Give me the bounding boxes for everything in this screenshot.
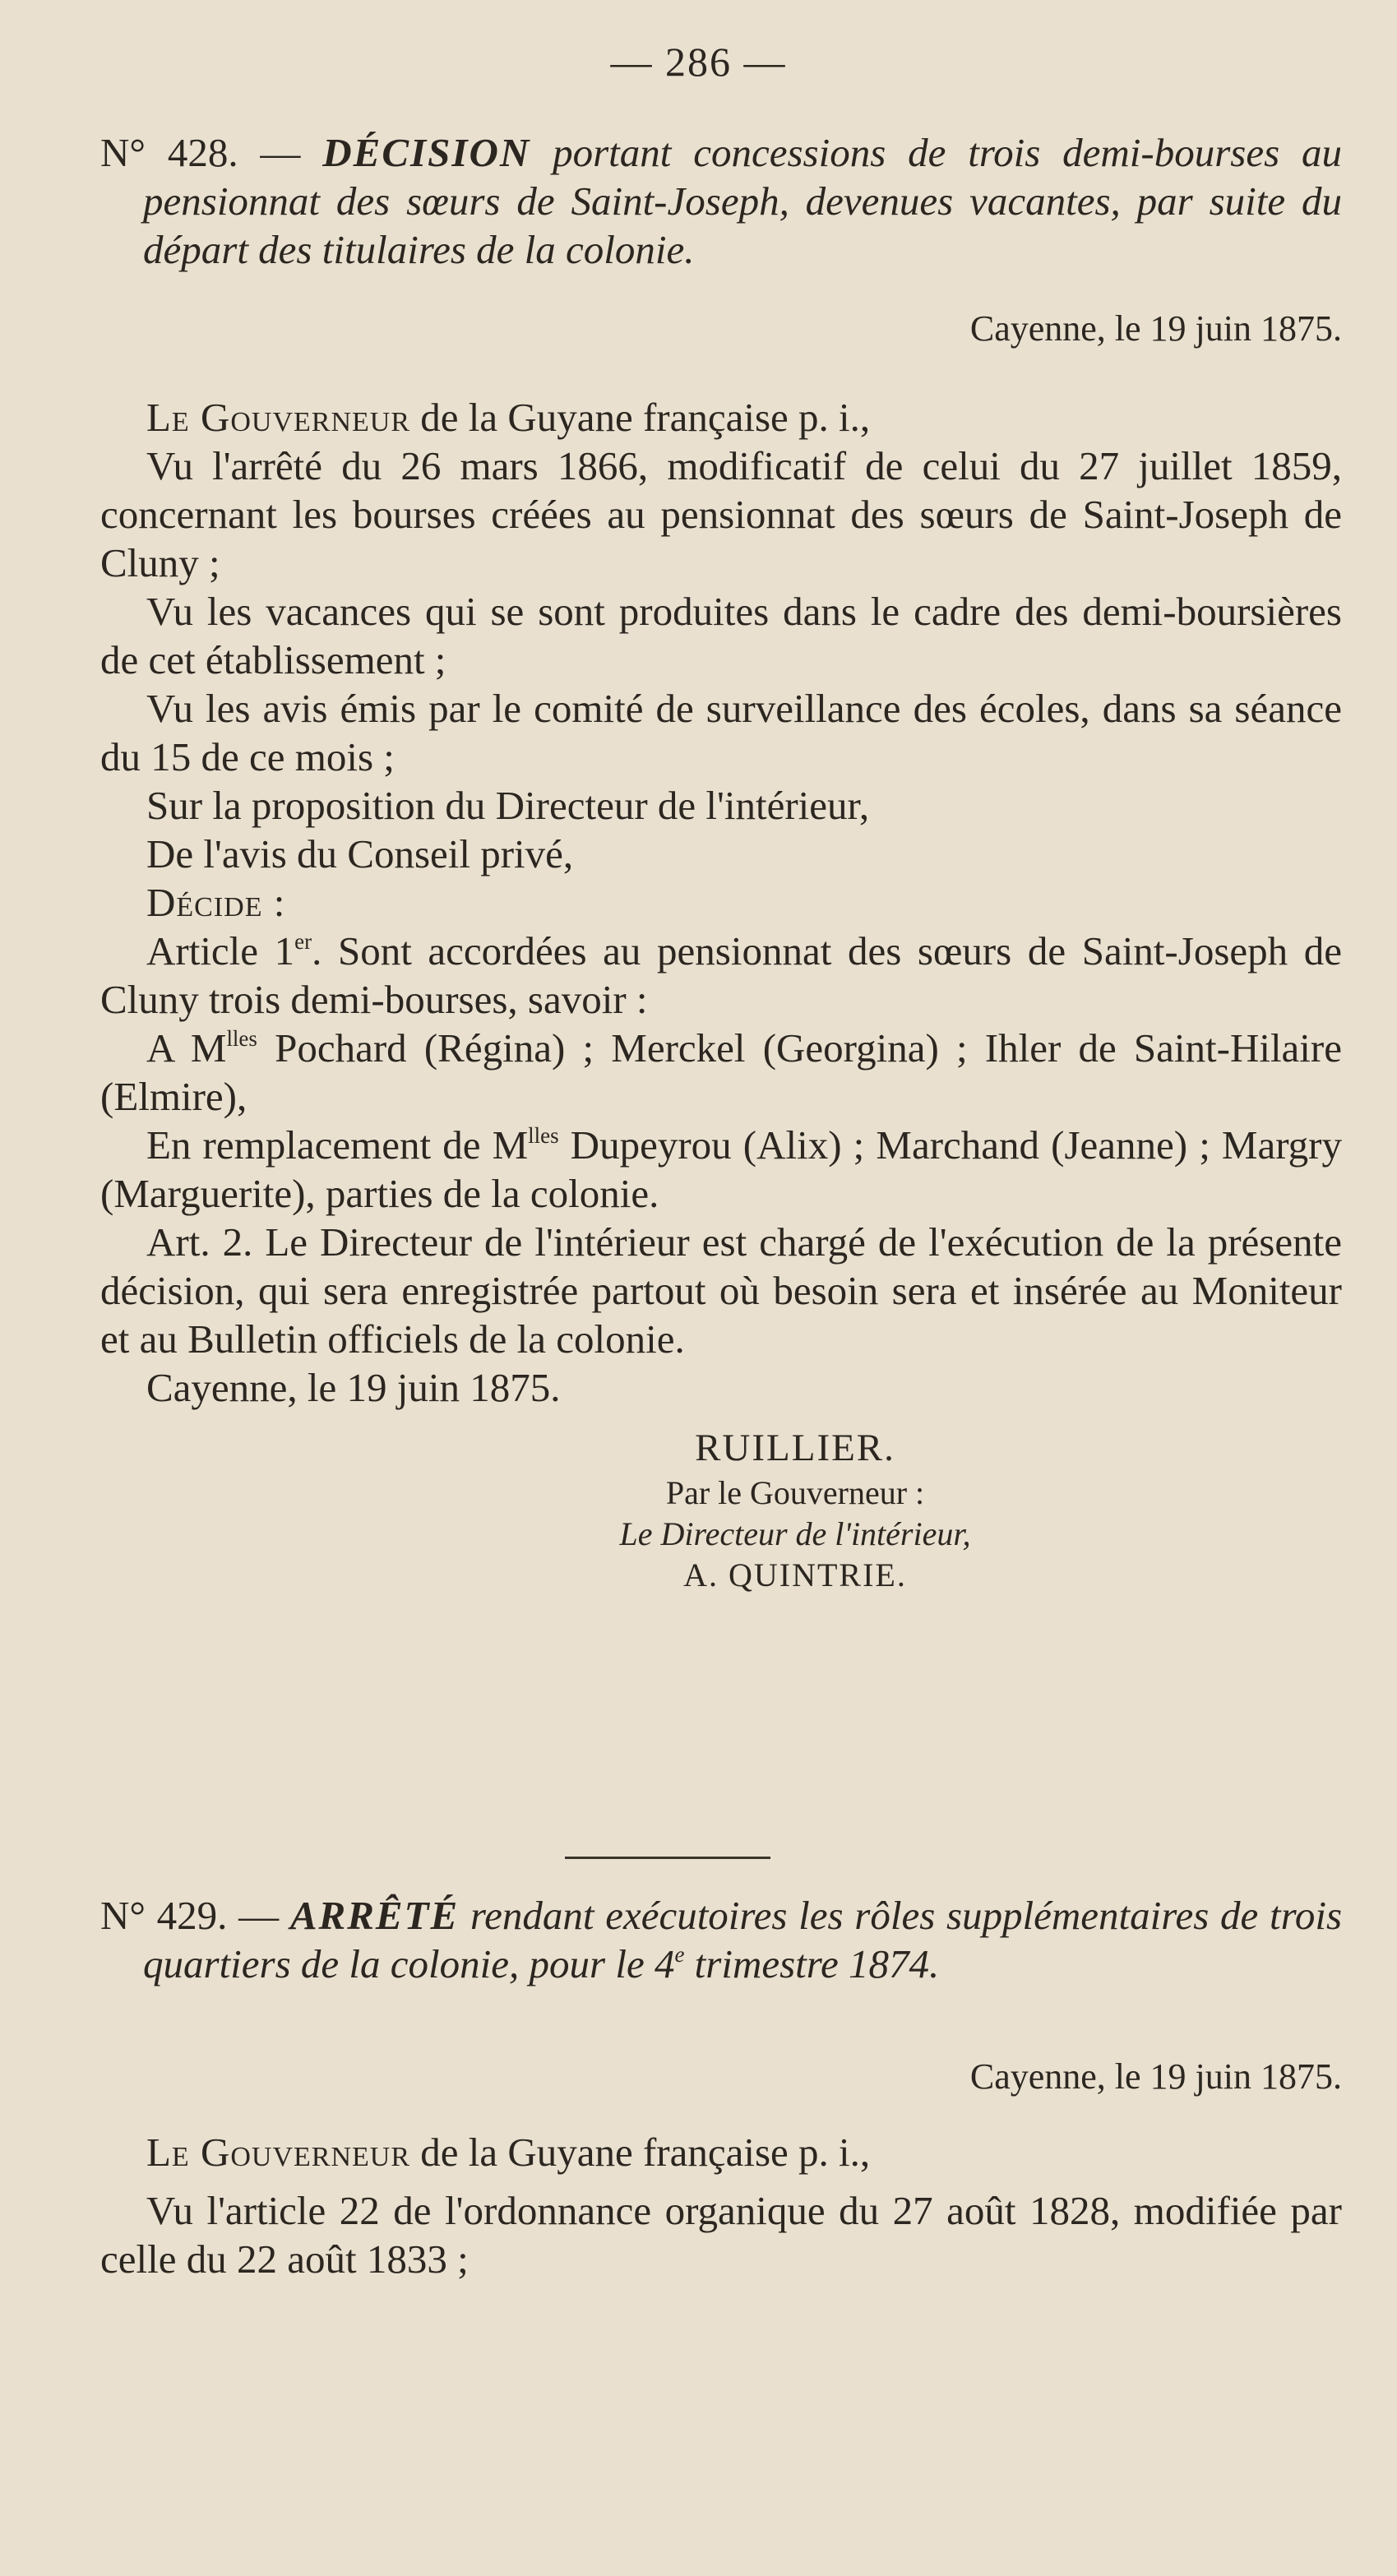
considerant-5: De l'avis du Conseil privé, [146, 831, 574, 876]
act-428-heading [100, 128, 1342, 274]
article-1-text: . Sont accordées au pensionnat des sœurs de Saint-Joseph de Cluny trois demi-bourses, savoir : [100, 928, 1342, 1022]
act-title-a: rendant exécutoires les rôles supplémentaires de trois quartiers de la colonie, pour le 4 [143, 1893, 1343, 1986]
governor-title: Le Gouverneur [146, 395, 410, 440]
considerant-3: Vu les avis émis par le comité de surveillance des écoles, dans sa séance du 15 de ce mois ; [100, 686, 1342, 779]
act-title-b: trimestre 1874. [684, 1941, 940, 1986]
decide-heading: Décide : [146, 880, 286, 925]
act-429-body [100, 2128, 1342, 2283]
act-kind: DÉCISION [322, 130, 531, 175]
closing-date: Cayenne, le 19 juin 1875. [146, 1365, 561, 1410]
considerant-1: Vu l'arrêté du 26 mars 1866, modificatif de celui du 27 juillet 1859, concernant les bourses créées au pensionnat des sœurs de Saint-Joseph de Cluny ; [100, 443, 1342, 585]
act-428-body [100, 393, 1342, 1596]
governor-title: Le Gouverneur [146, 2130, 410, 2175]
directeur-name: A. QUINTRIE. [683, 1556, 907, 1593]
governor-rest: de la Guyane française p. i., [420, 395, 871, 440]
act-429-place-date: Cayenne, le 19 juin 1875. [969, 2056, 1342, 2097]
page-number: — 286 — [610, 39, 787, 85]
par-gouverneur: Par le Gouverneur : [665, 1474, 925, 1511]
beneficiaries-sup: lles [226, 1026, 257, 1052]
replacements-text: Dupeyrou (Alix) ; Marchand (Jeanne) ; Margry (Marguerite), parties de la colonie. [100, 1122, 1343, 1216]
replacements [100, 1121, 1342, 1218]
act-title-sup: e [674, 1942, 685, 1968]
article-1-sup: er [294, 929, 312, 955]
act-428-place-date: Cayenne, le 19 juin 1875. [969, 308, 1342, 349]
governor-line [100, 393, 1342, 442]
signature: RUILLIER. [695, 1427, 895, 1469]
beneficiaries-text: Pochard (Régina) ; Merckel (Georgina) ; Ihler de Saint-Hilaire (Elmire), [100, 1025, 1342, 1119]
governor-rest: de la Guyane française p. i., [420, 2130, 871, 2175]
section-divider [565, 1857, 770, 1859]
article-2: Art. 2. Le Directeur de l'intérieur est chargé de l'exécution de la présente décision, qui sera enregistrée partout où besoin sera et insérée au Moniteur et au Bulletin officiels de la colonie. [100, 1219, 1342, 1362]
considerant-1: Vu l'article 22 de l'ordonnance organique du 27 août 1828, modifiée par celle du 22 août 1833 ; [100, 2188, 1342, 2282]
act-number: N° 428. — [100, 130, 301, 175]
considerant-4: Sur la proposition du Directeur de l'intérieur, [146, 783, 870, 828]
replacements-sup: lles [528, 1123, 559, 1149]
act-429-heading [100, 1891, 1342, 1988]
beneficiaries-lead: A M [146, 1025, 227, 1071]
article-1-lead: Article 1 [146, 928, 295, 974]
act-number: N° 429. — [100, 1893, 280, 1938]
considerant-2: Vu les vacances qui se sont produites dans le cadre des demi-boursières de cet établissement ; [100, 589, 1342, 682]
beneficiaries [100, 1024, 1342, 1121]
act-title: portant concessions de trois demi-bourses au pensionnat des sœurs de Saint-Joseph, devenues vacantes, par suite du départ des titulaires de la colonie. [143, 130, 1343, 272]
act-kind: ARRÊTÉ [289, 1893, 460, 1938]
article-1 [100, 927, 1342, 1024]
governor-line [100, 2128, 1342, 2176]
replacements-lead: En remplacement de M [146, 1122, 529, 1168]
directeur-title: Le Directeur de l'intérieur, [619, 1515, 971, 1552]
